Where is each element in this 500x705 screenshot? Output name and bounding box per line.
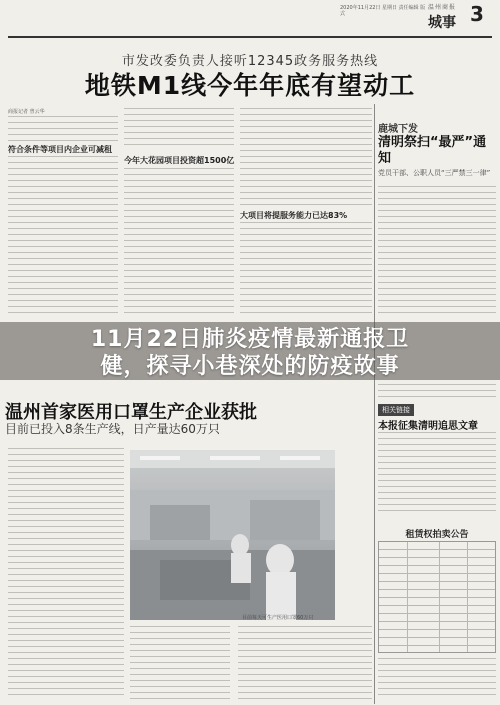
related-link-tag: 相关链接 xyxy=(378,404,414,416)
column-rule xyxy=(374,104,375,704)
body-text xyxy=(8,116,118,142)
body-text xyxy=(378,658,496,700)
body-text xyxy=(8,448,124,700)
right-story-head xyxy=(378,120,496,178)
sub-heading: 今年大花园项目投资超1500亿 xyxy=(124,156,235,165)
date-line: 2020年11月22日 星期日 责任编辑 版式 xyxy=(340,5,426,17)
right-story-title: 清明祭扫“最严”通知 xyxy=(378,135,487,166)
bottom-story-title: 温州首家医用口罩生产企业获批 xyxy=(5,402,257,423)
page-number: 3 xyxy=(470,2,484,26)
related-link-title: 本报征集清明追思文章 xyxy=(378,421,478,432)
section-label: 温州商报 xyxy=(428,4,457,11)
body-text xyxy=(378,186,496,318)
price-table xyxy=(378,541,496,653)
body-text xyxy=(124,108,234,150)
sub-heading: 符合条件等项目内企业可减租 xyxy=(8,145,112,154)
top-headline: 地铁M1线今年年底有望动工 xyxy=(84,71,416,100)
body-text xyxy=(240,222,372,316)
overlay-title xyxy=(0,326,500,380)
price-table-title: 租赁权拍卖公告 xyxy=(405,530,469,540)
overlay-title-line2: 健，探寻小巷深处的防疫故事 xyxy=(100,354,400,379)
mask-factory-photo xyxy=(130,450,335,620)
body-text xyxy=(378,384,496,398)
reporter-tag: 商报记者 曾云华 xyxy=(8,109,45,115)
photo-caption: 目前每天可生产医用口罩60万只 xyxy=(242,615,314,621)
sub-heading: 大项目将提服务能力已达83% xyxy=(240,211,348,220)
body-text xyxy=(238,626,372,700)
photo-illustration xyxy=(130,450,335,620)
body-text xyxy=(124,168,234,316)
right-story-subtitle: 党员干部、公职人员“三严禁三一律” xyxy=(378,169,491,177)
header-rule xyxy=(8,36,492,38)
body-text xyxy=(240,108,372,206)
section-title: 城事 xyxy=(428,15,456,31)
body-text xyxy=(130,626,230,700)
right-story-kicker: 鹿城下发 xyxy=(378,124,418,135)
top-subhead: 市发改委负责人接听12345政务服务热线 xyxy=(121,54,379,69)
bottom-story-subtitle: 目前已投入8条生产线，日产量达60万只 xyxy=(5,422,220,436)
overlay-title-line1: 11月22日肺炎疫情最新通报卫 xyxy=(90,327,410,352)
body-text xyxy=(378,432,496,516)
body-text xyxy=(8,156,118,316)
